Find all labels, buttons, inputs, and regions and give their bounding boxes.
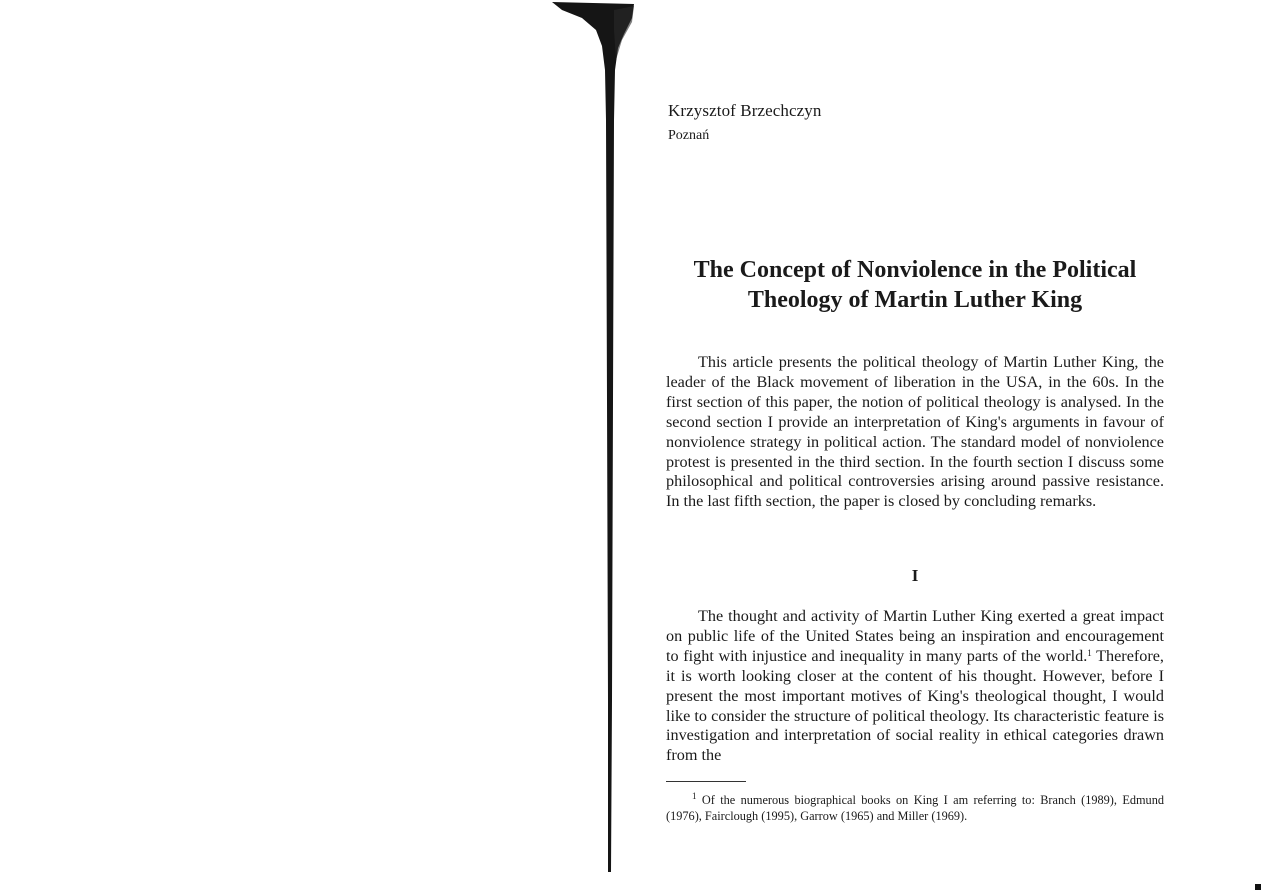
- abstract-paragraph: This article presents the political theology of Martin Luther King, the leader of the Black movement of liberation in the USA, in the 60s. In the first section of this paper, the notion of political theology is analysed. In the second section I provide an interpretation of King's arguments in favour of nonviolence strategy in political action. The standard model of nonviolence protest is presented in the third section. In the fourth section I discuss some philosophical and political controversies arising around passive resistance. In the last fifth section, the paper is closed by concluding remarks.: [666, 353, 1164, 511]
- footnote-text: Of the numerous biographical books on King I am referring to: Branch (1989), Edmund (1976), Fairclough (1995), Garrow (1965) and Miller (1969).: [666, 793, 1164, 823]
- article-title: [660, 255, 1170, 315]
- body-paragraph: [666, 607, 1164, 766]
- scan-corner-mark: [1255, 884, 1261, 890]
- author-name: Krzysztof Brzechczyn: [668, 101, 822, 120]
- right-page: [620, 0, 1263, 893]
- author-affiliation: Poznań: [668, 128, 710, 143]
- footnote-reference[interactable]: 1: [1087, 647, 1092, 658]
- article-title-line-2: Theology of Martin Luther King: [747, 287, 1083, 313]
- footnote: [666, 792, 1164, 824]
- body-text-part-1: The thought and activity of Martin Luther King exerted a great impact on public life of the United States being an inspiration and encouragement to fight with injustice and inequality in many parts of the world.: [666, 607, 1164, 665]
- left-page-blank: [0, 0, 605, 893]
- footnote-number: 1: [692, 791, 697, 801]
- footnote-divider: [666, 781, 746, 782]
- body-text-part-2: Therefore, it is worth looking closer at the content of his thought. However, before I present the most important motives of King's theological thought, I would like to consider the structure of political theology. Its characteristic feature is investigation and interpretation of social reality in ethical categories drawn from the: [666, 646, 1164, 765]
- section-heading: I: [911, 566, 919, 585]
- article-title-line-1: The Concept of Nonviolence in the Political: [693, 257, 1137, 283]
